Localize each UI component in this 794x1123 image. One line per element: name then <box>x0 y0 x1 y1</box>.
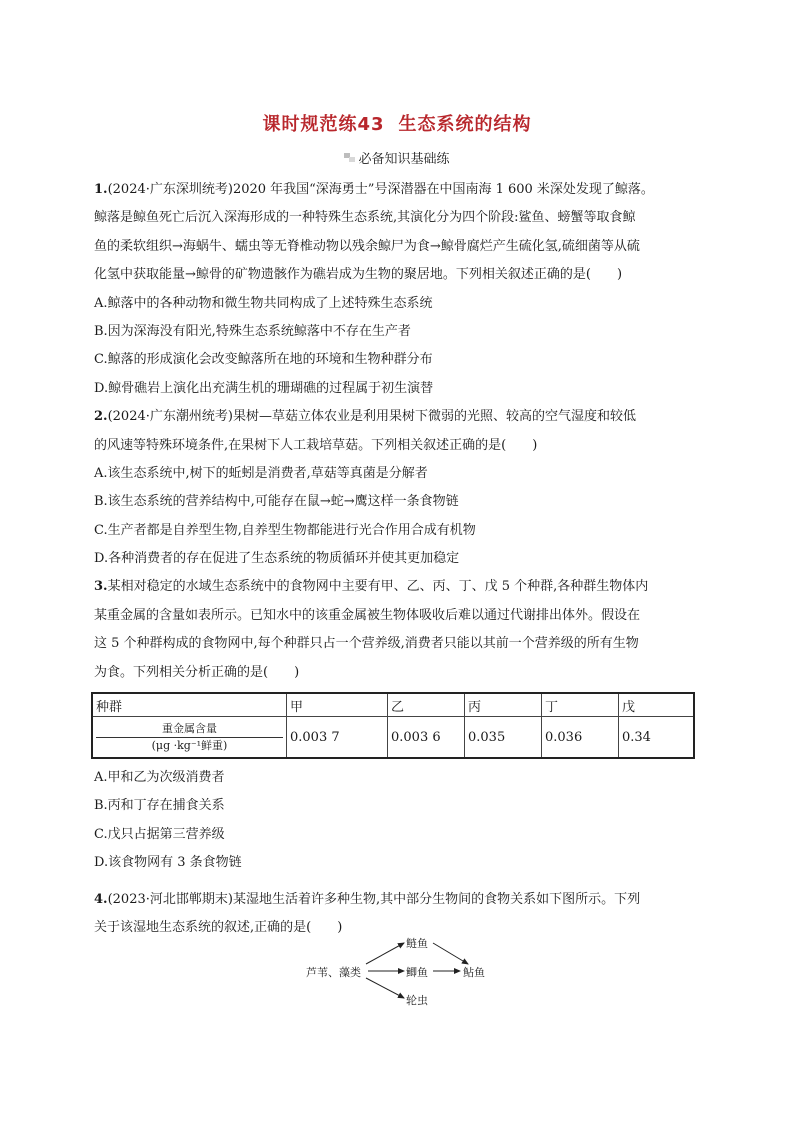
table-cell: 0.036 <box>542 717 619 759</box>
questions-1-2 <box>94 176 708 687</box>
q1-line: 鱼的柔软组织→海蜗牛、蠕虫等无脊椎动物以残余鲸尸为食→鲸骨腐烂产生硫化氢,硫细菌等从硫 <box>94 238 640 254</box>
row-label-bottom: (μg ·kg⁻¹鲜重) <box>151 739 228 752</box>
table-cell: 0.003 7 <box>287 717 388 759</box>
q1-number: 1. <box>94 182 108 197</box>
page-title <box>0 110 794 136</box>
node-crucian-carp: 鲫鱼 <box>406 966 428 979</box>
food-web-diagram <box>300 928 500 1008</box>
q3-option-c: C.戊只占据第三营养级 <box>94 826 225 842</box>
row-label-top: 重金属含量 <box>96 721 283 738</box>
q3-option-d: D.该食物网有 3 条食物链 <box>94 855 242 871</box>
q1-line: 化氢中获取能量→鲸骨的矿物遗骸作为礁岩成为生物的聚居地。下列相关叙述正确的是( ) <box>94 267 623 283</box>
title-sub: 生态系统的结构 <box>398 114 532 135</box>
q1-option-b: B.因为深海没有阳光,特殊生态系统鲸落中不存在生产者 <box>94 323 411 339</box>
q3-line: 为食。下列相关分析正确的是( ) <box>94 664 300 680</box>
table-header-row <box>92 693 694 717</box>
node-rotifer: 轮虫 <box>406 994 428 1007</box>
arrow-producer-to-silver-carp <box>366 943 404 964</box>
q1-option-a: A.鲸落中的各种动物和微生物共同构成了上述特殊生态系统 <box>94 295 433 311</box>
q2-line: 2.(2024·广东潮州统考)果树—草菇立体农业是利用果树下微弱的光照、较高的空气湿度和较低 <box>94 409 636 425</box>
arrow-silver-carp-to-catfish <box>433 943 468 964</box>
q2-option-d: D.各种消费者的存在促进了生态系统的物质循环并使其更加稳定 <box>94 551 460 567</box>
q4-number: 4. <box>94 892 108 907</box>
q2-option-a: A.该生态系统中,树下的蚯蚓是消费者,草菇等真菌是分解者 <box>94 465 428 481</box>
node-silver-carp: 鲢鱼 <box>406 937 428 950</box>
heavy-metal-table <box>91 692 695 759</box>
title-main: 课时规范练43 <box>262 114 385 135</box>
node-catfish: 鲇鱼 <box>463 966 485 979</box>
q3-option-b: B.丙和丁存在捕食关系 <box>94 798 225 814</box>
q3-line: 3.某相对稳定的水域生态系统中的食物网中主要有甲、乙、丙、丁、戊 5 个种群,各种群生物体内 <box>94 579 649 595</box>
table-header-cell: 丙 <box>465 693 542 717</box>
q1-option-d: D.鲸骨礁岩上演化出充满生机的珊瑚礁的过程属于初生演替 <box>94 380 434 396</box>
table-cell: 0.003 6 <box>388 717 465 759</box>
q3-options <box>94 764 708 878</box>
table-row <box>92 717 694 759</box>
table-row-label <box>92 717 287 759</box>
arrow-producer-to-rotifer <box>366 978 404 998</box>
q3-line: 这 5 个种群构成的食物网中,每个种群只占一个营养级,消费者只能以其前一个营养级的所有生物 <box>94 636 639 652</box>
section-heading <box>0 148 794 167</box>
table-cell: 0.34 <box>619 717 695 759</box>
q2-line: 的风速等特殊环境条件,在果树下人工栽培草菇。下列相关叙述正确的是( ) <box>94 437 538 453</box>
q1-line: 1.(2024·广东深圳统考)2020 年我国“深海勇士”号深潜器在中国南海 1 600 米深处发现了鲸落。 <box>94 182 654 197</box>
table-header-cell: 丁 <box>542 693 619 717</box>
q4-line: 关于该湿地生态系统的叙述,正确的是( ) <box>94 920 343 936</box>
q3-number: 3. <box>94 579 108 595</box>
table-header-cell: 种群 <box>92 693 287 717</box>
q4-line: 4.(2023·河北邯郸期末)某湿地生活着许多种生物,其中部分生物间的食物关系如下图所示。下列 <box>94 892 641 907</box>
node-producer: 芦苇、藻类 <box>306 966 361 979</box>
q1-option-c: C.鲸落的形成演化会改变鲸落所在地的环境和生物种群分布 <box>94 352 433 368</box>
section-heading-text: 必备知识基础练 <box>358 152 450 167</box>
table-header-cell: 乙 <box>388 693 465 717</box>
q3-line: 某重金属的含量如表所示。已知水中的该重金属被生物体吸收后难以通过代谢排出体外。假设在 <box>94 607 641 623</box>
q2-number: 2. <box>94 409 108 425</box>
table-cell: 0.035 <box>465 717 542 759</box>
table-header-cell: 戊 <box>619 693 695 717</box>
q2-option-c: C.生产者都是自养型生物,自养型生物都能进行光合作用合成有机物 <box>94 522 476 538</box>
table-header-cell: 甲 <box>287 693 388 717</box>
q2-option-b: B.该生态系统的营养结构中,可能存在鼠→蛇→鹰这样一条食物链 <box>94 494 459 510</box>
q1-line: 鲸落是鲸鱼死亡后沉入深海形成的一种特殊生态系统,其演化分为四个阶段:鲨鱼、螃蟹等取食鲸 <box>94 210 636 226</box>
q3-option-a: A.甲和乙为次级消费者 <box>94 770 225 785</box>
section-icon <box>344 153 356 163</box>
